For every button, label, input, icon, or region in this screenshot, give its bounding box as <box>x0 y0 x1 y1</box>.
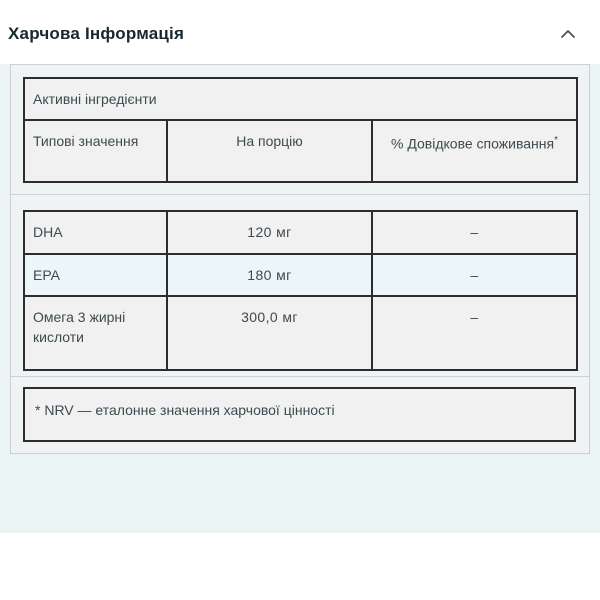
per-serving-value: 120 мг <box>167 211 372 254</box>
section-title: Харчова Інформація <box>8 24 185 43</box>
active-ingredients-header: Активні інгредієнти <box>24 78 577 120</box>
reference-intake-value: – <box>372 296 577 370</box>
nutrition-header-table <box>23 77 578 183</box>
per-serving-value: 300,0 мг <box>167 296 372 370</box>
reference-intake-value: – <box>372 254 577 296</box>
reference-intake-value: – <box>372 211 577 254</box>
header-table-section <box>11 65 589 194</box>
per-serving-value: 180 мг <box>167 254 372 296</box>
chevron-up-icon <box>560 29 576 39</box>
table-row <box>24 120 577 182</box>
nutrition-values-table <box>23 210 578 371</box>
column-header-per-serving: На порцію <box>167 120 372 182</box>
table-row-dha <box>24 211 577 254</box>
column-header-reference-intake <box>372 120 577 182</box>
reference-intake-label: % Довідкове споживання <box>391 135 555 152</box>
nutrition-info-card <box>10 64 590 454</box>
footnote-marker: * <box>554 135 558 146</box>
ingredient-name: DHA <box>24 211 167 254</box>
ingredient-name: Омега 3 жирні кислоти <box>24 296 167 370</box>
table-row-epa <box>24 254 577 296</box>
footnote-section <box>11 376 589 453</box>
column-header-typical-values: Типові значення <box>24 120 167 182</box>
nutrition-accordion-header[interactable] <box>0 0 600 64</box>
table-row-omega3 <box>24 296 577 370</box>
table-row <box>24 78 577 120</box>
data-table-section <box>11 194 589 376</box>
nrv-footnote: * NRV — еталонне значення харчової цінності <box>23 387 576 442</box>
ingredient-name: EPA <box>24 254 167 296</box>
